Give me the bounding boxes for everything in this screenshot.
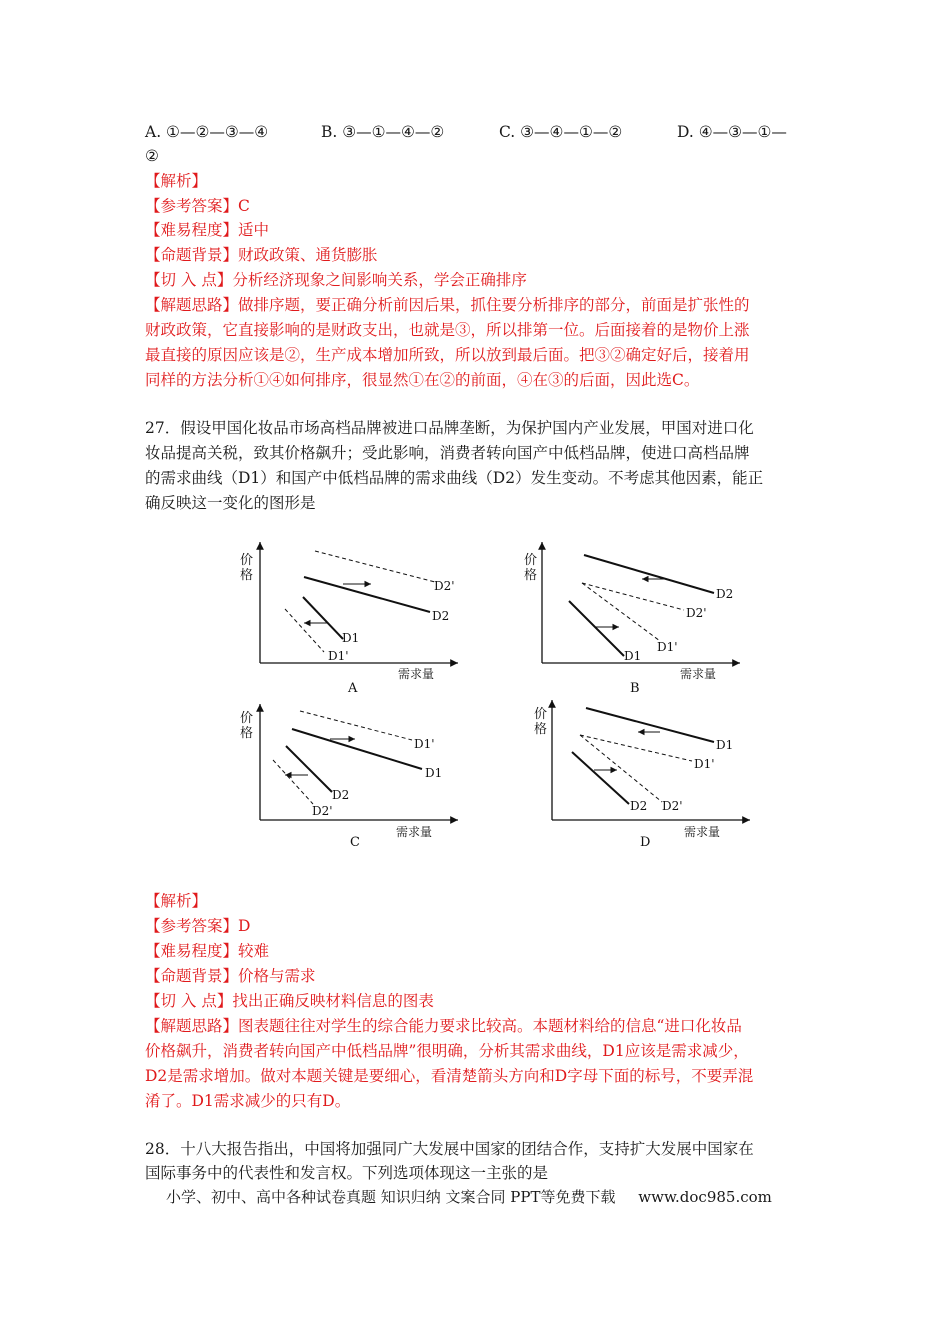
q27-thinking-line-4: 淆了。D1需求减少的只有D。 [145,1092,351,1110]
footer-site-link[interactable]: www.doc985.com [638,1188,772,1206]
q26-entry-point: 【切 入 点】分析经济现象之间影响关系，学会正确排序 [145,271,527,289]
q26-thinking-line-1: 【解题思路】做排序题，要正确分析前因后果，抓住要分析排序的部分，前面是扩张性的 [145,296,750,314]
q27-thinking-line-3: D2是需求增加。做对本题关键是要细心，看清楚箭头方向和D字母下面的标号，不要弄混 [145,1067,754,1085]
label-upper-dashed: D2' [686,606,707,620]
label-lower-solid: D2 [630,799,648,813]
curve-lower-solid [303,597,343,639]
q26-background: 【命题背景】财政政策、通货膨胀 [145,246,378,264]
q27-answer: 【参考答案】D [145,917,251,935]
q28-stem-line-2: 国际事务中的代表性和发言权。下列选项体现这一主张的是 [145,1164,549,1182]
label-upper-solid: D1 [716,738,734,752]
q27-stem-line-4: 确反映这一变化的图形是 [145,494,316,512]
curve-mid-dashed [580,735,662,802]
q27-thinking-line-1: 【解题思路】图表题往往对学生的综合能力要求比较高。本题材料给的信息“进口化妆品 [145,1017,742,1035]
y-axis-label-1: 价 [524,553,538,568]
curve-upper-solid [304,577,430,612]
label-lower-dashed: D2' [662,799,683,813]
q26-answer: 【参考答案】C [145,197,250,215]
label-lower-solid: D2 [332,788,350,802]
q26-thinking-line-4: 同样的方法分析①④如何排序，很显然①在②的前面，④在③的后面，因此选C。 [145,371,700,389]
q27-entry-point: 【切 入 点】找出正确反映材料信息的图表 [145,992,434,1010]
label-lower-solid: D1 [342,631,360,645]
q27-stem-line-2: 妆品提高关税，致其价格飙升；受此影响，消费者转向国产中低档品牌，使进口高档品牌 [145,444,750,462]
graph-caption: A [348,681,358,696]
curve-lower-solid [569,601,624,656]
q27-stem-line-3: 的需求曲线（D1）和国产中低档品牌的需求曲线（D2）发生变动。不考虑其他因素，能正 [145,469,764,487]
label-lower-dashed: D1' [328,649,349,663]
graph-caption: D [640,835,651,850]
q26-option-b: B. ③—①—④—② [321,123,445,141]
q27-thinking-line-2: 价格飙升，消费者转向国产中低档品牌”很明确，分析其需求曲线，D1应该是需求减少， [145,1042,749,1060]
curve-upper-solid [586,708,714,742]
curve-lower-dashed [285,609,324,652]
y-axis-label-2: 格 [240,726,254,741]
y-axis-label-1: 价 [240,553,254,568]
q26-thinking-line-3: 最直接的原因应该是②，生产成本增加所致，所以放到最后面。把③②确定好后，接着用 [145,346,750,364]
label-upper-solid: D2 [432,609,450,623]
q26-option-d: D. ④—③—①— [677,123,787,141]
q27-background: 【命题背景】价格与需求 [145,967,316,985]
label-upper-dashed: D2' [434,579,455,593]
y-axis-label-2: 格 [240,568,254,583]
graph-c [230,692,460,857]
q27-analysis-label: 【解析】 [145,892,208,910]
y-axis-label-1: 价 [240,711,254,726]
graph-caption: C [350,835,360,850]
q26-option-a: A. ①—②—③—④ [145,123,269,141]
q26-analysis-label: 【解析】 [145,172,208,190]
curve-upper-dashed [582,583,684,610]
x-axis-label: 需求量 [684,825,721,839]
graph-caption: B [630,681,640,696]
curve-upper-dashed [315,551,435,582]
x-axis-label: 需求量 [396,825,433,839]
q27-stem-line-1: 27．假设甲国化妆品市场高档品牌被进口品牌垄断，为保护国内产业发展，甲国对进口化 [145,419,754,437]
label-upper-dashed: D1' [694,757,715,771]
label-upper-dashed: D1' [414,737,435,751]
label-lower-solid: D1 [624,649,642,663]
q28-stem-line-1: 28．十八大报告指出，中国将加强同广大发展中国家的团结合作，支持扩大发展中国家在 [145,1140,754,1158]
graph-d [522,692,752,857]
label-lower-dashed: D1' [657,640,678,654]
graph-a [230,538,460,703]
curve-upper-dashed [580,735,692,761]
curve-lower-solid [572,752,629,804]
y-axis-label-2: 格 [524,568,538,583]
q26-option-d-continued: ② [145,147,159,165]
page-footer [166,1186,772,1207]
y-axis-label-2: 格 [534,722,548,737]
curve-upper-solid [292,729,422,769]
footer-text: 小学、初中、高中各种试卷真题 知识归纳 文案合同 PPT等免费下载 [166,1188,616,1206]
y-axis-label-1: 价 [534,707,548,722]
label-upper-solid: D2 [716,587,734,601]
x-axis-label: 需求量 [398,667,435,681]
label-lower-dashed: D2' [312,804,333,818]
q26-difficulty: 【难易程度】适中 [145,221,270,239]
graph-b [512,538,742,703]
curve-upper-solid [584,555,714,593]
curve-lower-solid [286,746,332,792]
x-axis-label: 需求量 [680,667,717,681]
q26-option-c: C. ③—④—①—② [499,123,623,141]
curve-mid-dashed [582,583,660,641]
q27-difficulty: 【难易程度】较难 [145,942,270,960]
q26-thinking-line-2: 财政政策，它直接影响的是财政支出，也就是③，所以排第一位。后面接着的是物价上涨 [145,321,750,339]
label-upper-solid: D1 [425,766,443,780]
